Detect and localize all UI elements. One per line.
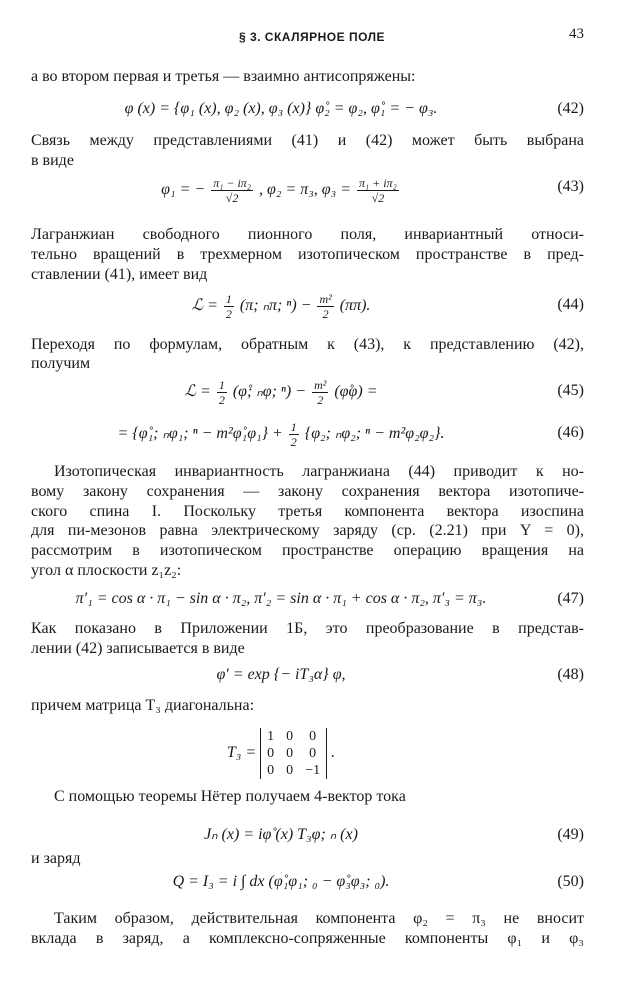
text-line-21: вклада в заряд, а комплексно-сопряженные компоненты φ₁ и φ₃ — [31, 930, 584, 947]
eq-number-48: (48) — [557, 666, 584, 683]
eq44-mass-den: 2 — [322, 307, 329, 321]
text-line-16: лении (42) записывается в виде — [31, 640, 245, 657]
eq46-part-b: {φ₂; ₙφ₂; ⁿ − m²φ₂φ₂}. — [304, 425, 445, 443]
text-line-6: ставлении (41), имеет вид — [31, 266, 208, 283]
eq-number-45: (45) — [557, 382, 584, 399]
eq46-part-a: = {φ̊₁; ₙφ₁; ⁿ − m²φ̊₁φ₁} + — [117, 425, 283, 443]
text-line-5: тельно вращений в трехмерном изотопическом пространстве в пред- — [31, 246, 584, 263]
eq43-part-b: , φ₂ = π₃, φ₃ = — [259, 181, 351, 199]
eq46-half — [289, 420, 299, 449]
eq44-mass-num: m² — [319, 292, 332, 306]
matrix-cell: 0 — [309, 728, 317, 744]
eq43-part-a: φ₁ = − — [161, 181, 206, 199]
matrix-cell: 0 — [309, 745, 317, 761]
eq45-part-c: (φ̊φ) = — [334, 383, 378, 401]
eq-number-49: (49) — [557, 826, 584, 843]
eq45-mass-den: 2 — [317, 393, 324, 407]
eq44-part-a: ℒ = — [191, 297, 218, 315]
matrix-cell: 1 — [267, 728, 275, 744]
page-number: 43 — [569, 26, 584, 42]
t3-label: T₃ = — [226, 744, 257, 761]
eq45-mass-frac — [312, 378, 328, 407]
text-line-14: угол α плоскости z₁z₂: — [31, 562, 182, 579]
t3-matrix — [260, 728, 327, 779]
text-line-2: Связь между представлениями (41) и (42) может быть выбрана — [31, 132, 584, 149]
eq-number-42: (42) — [557, 100, 584, 117]
text-line-15: Как показано в Приложении 1Б, это преобразование в представ- — [31, 620, 584, 637]
eq44-half-num: 1 — [225, 292, 232, 306]
text-line-17: причем матрица T₃ диагональна: — [31, 697, 255, 714]
text-line-4: Лагранжиан свободного пионного поля, инвариантный относи- — [31, 226, 584, 243]
equation-46 — [31, 420, 531, 449]
eq44-mass-frac — [317, 292, 333, 321]
matrix-cell: −1 — [305, 762, 321, 778]
equation-45 — [31, 378, 531, 407]
eq-number-43: (43) — [557, 178, 584, 195]
eq43-frac1-num: π₁ − iπ₂ — [213, 176, 251, 190]
text-line-12: для пи-мезонов равна электрическому заряду (ср. (2.21) при Y = 0), — [31, 522, 584, 539]
eq43-frac1-den: √2 — [225, 191, 239, 205]
equation-48: φ′ = exp {− iT₃α} φ, — [216, 666, 346, 683]
eq43-frac2-den: √2 — [371, 191, 385, 205]
eq-number-46: (46) — [557, 424, 584, 441]
text-line-9: Изотопическая инвариантность лагранжиана (44) приводит к но- — [54, 463, 584, 480]
t3-period: . — [331, 744, 336, 761]
equation-44 — [31, 292, 531, 321]
matrix-cell: 0 — [286, 762, 294, 778]
matrix-cell: 0 — [286, 728, 294, 744]
eq43-fraction-2 — [357, 176, 399, 205]
equation-43 — [31, 176, 531, 205]
eq-number-44: (44) — [557, 296, 584, 313]
equation-42: φ (x) = {φ₁ (x), φ₂ (x), φ₃ (x)} φ̊₂ = φ₂, φ̊₁ = − φ₃. — [124, 100, 438, 117]
eq45-half — [217, 378, 227, 407]
text-line-10: вому закону сохранения — закону сохранения вектора изотопиче- — [31, 483, 584, 500]
matrix-cell: 0 — [267, 762, 275, 778]
text-line-8: получим — [31, 355, 91, 372]
eq45-mass-num: m² — [314, 378, 327, 392]
eq43-frac2-num: π₁ + iπ₂ — [359, 176, 397, 190]
eq43-fraction-1 — [211, 176, 253, 205]
eq46-half-num: 1 — [290, 420, 297, 434]
text-line-11: ского спина I. Поскольку третья компонента вектора изоспина — [31, 503, 584, 520]
eq45-part-b: (φ̊; ₙφ; ⁿ) − — [232, 383, 307, 401]
text-line-13: рассмотрим в изотопическом пространстве операцию вращения на — [31, 542, 584, 559]
eq46-half-den: 2 — [290, 435, 297, 449]
equation-t3-matrix — [31, 725, 531, 781]
text-line-20: Таким образом, действительная компонента φ₂ = π₃ не вносит — [54, 910, 584, 927]
eq44-half — [224, 292, 234, 321]
eq45-part-a: ℒ = — [184, 383, 211, 401]
equation-50: Q = I₃ = i ∫ dx (φ̊₁φ₁; ₀ − φ̊₃φ₃; ₀). — [172, 873, 390, 890]
eq44-half-den: 2 — [225, 307, 232, 321]
text-line-1: а во втором первая и третья — взаимно антисопряжены: — [31, 68, 416, 85]
eq44-part-c: (ππ). — [339, 297, 371, 315]
matrix-cell: 0 — [267, 745, 275, 761]
running-head: § 3. СКАЛЯРНОЕ ПОЛЕ — [238, 30, 386, 44]
text-line-18: С помощью теоремы Нётер получаем 4-вектор тока — [54, 788, 406, 805]
eq45-half-den: 2 — [218, 393, 225, 407]
text-line-7: Переходя по формулам, обратным к (43), к представлению (42), — [31, 336, 584, 353]
matrix-cell: 0 — [286, 745, 294, 761]
equation-47: π′₁ = cos α · π₁ − sin α · π₂, π′₂ = sin α · π₁ + cos α · π₂, π′₃ = π₃. — [75, 590, 487, 607]
eq-number-47: (47) — [557, 590, 584, 607]
eq44-part-b: (π; ₙπ; ⁿ) − — [239, 297, 312, 315]
eq-number-50: (50) — [557, 873, 584, 890]
eq45-half-num: 1 — [218, 378, 225, 392]
equation-49: Jₙ (x) = iφ̊ (x) T₃φ; ₙ (x) — [204, 826, 358, 843]
text-line-3: в виде — [31, 152, 74, 169]
text-line-19: и заряд — [31, 850, 81, 867]
